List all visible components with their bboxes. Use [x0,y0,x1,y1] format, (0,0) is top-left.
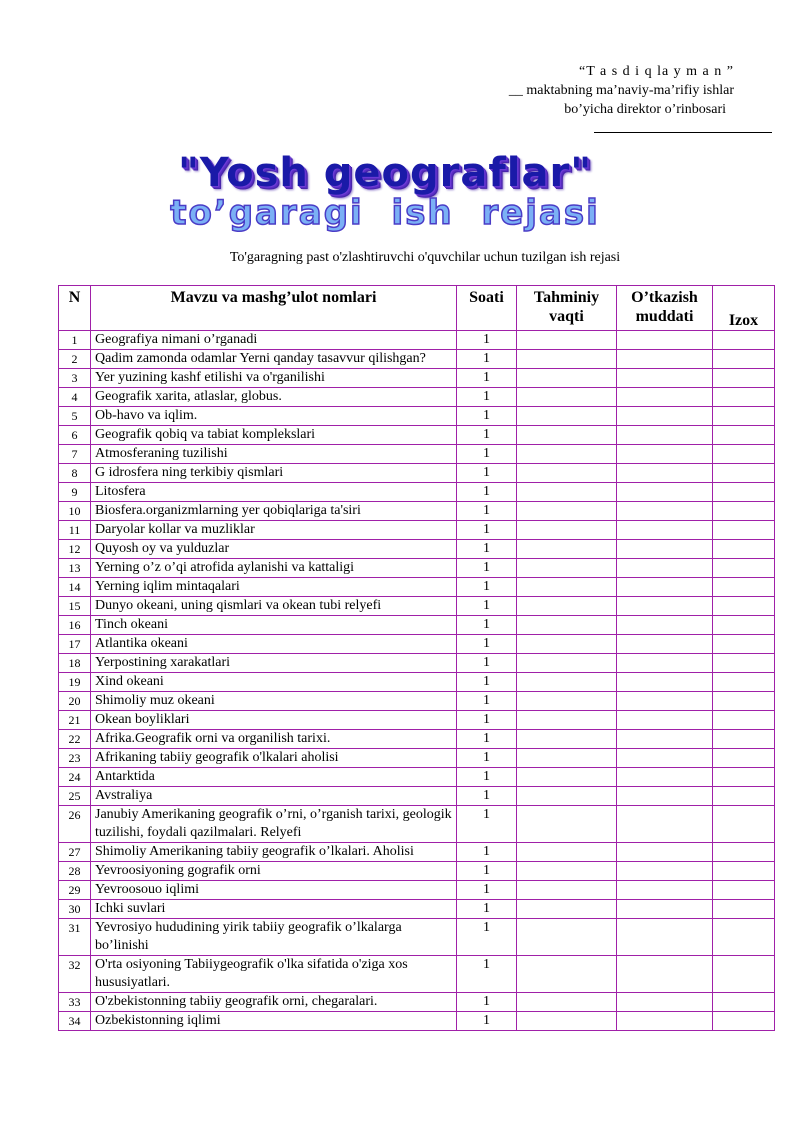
row-topic: Shimoliy Amerikaning tabiiy geografik o’lkalari. Aholisi [91,843,457,862]
row-number: 4 [59,388,91,407]
table-row [59,993,775,1012]
row-planned-time [517,862,617,881]
row-note [713,540,775,559]
row-hours: 1 [457,1012,517,1031]
row-hours: 1 [457,900,517,919]
row-note [713,768,775,787]
row-planned-time [517,388,617,407]
row-hours: 1 [457,521,517,540]
row-hours: 1 [457,919,517,956]
row-hours: 1 [457,806,517,843]
row-number: 10 [59,502,91,521]
row-number: 32 [59,956,91,993]
title-block [0,150,770,232]
table-row [59,1012,775,1031]
row-note [713,559,775,578]
row-planned-time [517,369,617,388]
table-header-row [59,286,775,331]
row-number: 1 [59,331,91,350]
row-duration [617,711,713,730]
row-number: 5 [59,407,91,426]
row-number: 15 [59,597,91,616]
approval-block [400,62,740,119]
row-topic: Janubiy Amerikaning geografik o’rni, o’rganish tarixi, geologik tuzilishi, foydali qazilmalari. Relyefi [91,806,457,843]
row-duration [617,464,713,483]
row-duration [617,730,713,749]
row-duration [617,540,713,559]
row-topic: Atlantika okeani [91,635,457,654]
row-planned-time [517,597,617,616]
table-row [59,635,775,654]
row-duration [617,768,713,787]
row-topic: Yevroosiyoning gografik orni [91,862,457,881]
table-row [59,956,775,993]
row-duration [617,806,713,843]
row-note [713,369,775,388]
row-note [713,445,775,464]
row-topic: Yer yuzining kashf etilishi va o'rganilishi [91,369,457,388]
table-row [59,502,775,521]
row-note [713,749,775,768]
row-hours: 1 [457,787,517,806]
row-note [713,881,775,900]
row-number: 2 [59,350,91,369]
row-number: 30 [59,900,91,919]
approval-role-line: __ maktabning ma’naviy-ma’rifiy ishlar [508,83,734,98]
row-topic: Tinch okeani [91,616,457,635]
table-row [59,350,775,369]
row-planned-time [517,521,617,540]
row-planned-time [517,711,617,730]
row-number: 24 [59,768,91,787]
row-note [713,502,775,521]
row-note [713,843,775,862]
row-planned-time [517,407,617,426]
row-number: 34 [59,1012,91,1031]
row-topic: Dunyo okeani, uning qismlari va okean tubi relyefi [91,597,457,616]
row-number: 28 [59,862,91,881]
row-hours: 1 [457,692,517,711]
table-row [59,369,775,388]
table-row [59,616,775,635]
row-duration [617,635,713,654]
approval-title: “T a s d i q la y m a n ” [579,64,734,79]
row-duration [617,673,713,692]
row-number: 14 [59,578,91,597]
row-topic: Biosfera.organizmlarning yer qobiqlariga ta'siri [91,502,457,521]
row-duration [617,749,713,768]
row-topic: O'zbekistonning tabiiy geografik orni, chegaralari. [91,993,457,1012]
row-number: 19 [59,673,91,692]
row-note [713,331,775,350]
row-planned-time [517,578,617,597]
row-note [713,426,775,445]
row-duration [617,616,713,635]
row-number: 22 [59,730,91,749]
row-topic: Avstraliya [91,787,457,806]
row-number: 6 [59,426,91,445]
row-planned-time [517,956,617,993]
table-row [59,464,775,483]
approval-role-line-2: bo’yicha direktor o’rinbosari [564,102,726,117]
row-planned-time [517,426,617,445]
row-note [713,787,775,806]
table-row [59,578,775,597]
row-hours: 1 [457,881,517,900]
row-hours: 1 [457,993,517,1012]
table-row [59,331,775,350]
table-row [59,843,775,862]
table-row [59,445,775,464]
col-header-hours: Soati [457,286,517,331]
row-topic: Ichki suvlari [91,900,457,919]
row-planned-time [517,350,617,369]
row-note [713,730,775,749]
row-hours: 1 [457,597,517,616]
row-topic: Geografiya nimani o’rganadi [91,331,457,350]
row-number: 17 [59,635,91,654]
table-row [59,521,775,540]
row-planned-time [517,540,617,559]
row-topic: Antarktida [91,768,457,787]
table-row [59,711,775,730]
row-duration [617,502,713,521]
table-row [59,597,775,616]
row-hours: 1 [457,616,517,635]
row-note [713,900,775,919]
row-number: 11 [59,521,91,540]
row-topic: Okean boyliklari [91,711,457,730]
row-topic: Litosfera [91,483,457,502]
row-number: 7 [59,445,91,464]
row-note [713,483,775,502]
row-planned-time [517,464,617,483]
row-number: 23 [59,749,91,768]
row-note [713,407,775,426]
row-note [713,388,775,407]
row-planned-time [517,635,617,654]
row-duration [617,521,713,540]
row-hours: 1 [457,730,517,749]
row-topic: Daryolar kollar va muzliklar [91,521,457,540]
row-note [713,993,775,1012]
table-row [59,673,775,692]
row-planned-time [517,843,617,862]
table-row [59,559,775,578]
row-topic: Qadim zamonda odamlar Yerni qanday tasavvur qilishgan? [91,350,457,369]
row-topic: Yerning o’z o’qi atrofida aylanishi va kattaligi [91,559,457,578]
row-duration [617,578,713,597]
table-row [59,730,775,749]
row-planned-time [517,445,617,464]
row-hours: 1 [457,843,517,862]
row-duration [617,445,713,464]
table-row [59,540,775,559]
row-duration [617,369,713,388]
row-hours: 1 [457,483,517,502]
row-duration [617,692,713,711]
row-hours: 1 [457,502,517,521]
row-hours: 1 [457,956,517,993]
row-hours: 1 [457,388,517,407]
row-topic: Yerning iqlim mintaqalari [91,578,457,597]
row-number: 13 [59,559,91,578]
row-planned-time [517,331,617,350]
row-number: 12 [59,540,91,559]
row-hours: 1 [457,445,517,464]
row-duration [617,787,713,806]
plan-description: To'garagning past o'zlashtiruvchi o'quvchilar uchun tuzilgan ish rejasi [229,250,621,265]
row-topic: Shimoliy muz okeani [91,692,457,711]
row-duration [617,1012,713,1031]
row-planned-time [517,673,617,692]
row-hours: 1 [457,369,517,388]
row-duration [617,843,713,862]
row-note [713,597,775,616]
row-number: 26 [59,806,91,843]
table-row [59,749,775,768]
table-row [59,787,775,806]
row-note [713,711,775,730]
row-topic: Geografik qobiq va tabiat komplekslari [91,426,457,445]
row-planned-time [517,806,617,843]
row-hours: 1 [457,464,517,483]
row-duration [617,407,713,426]
row-duration [617,559,713,578]
row-note [713,578,775,597]
row-duration [617,350,713,369]
row-planned-time [517,768,617,787]
row-planned-time [517,502,617,521]
row-duration [617,956,713,993]
row-hours: 1 [457,331,517,350]
col-header-planned-time: Tahminiy vaqti [517,286,617,331]
row-topic: Quyosh oy va yulduzlar [91,540,457,559]
row-topic: G idrosfera ning terkibiy qismlari [91,464,457,483]
row-planned-time [517,559,617,578]
row-duration [617,388,713,407]
table-row [59,862,775,881]
table-row [59,407,775,426]
row-duration [617,426,713,445]
table-row [59,806,775,843]
row-hours: 1 [457,673,517,692]
row-hours: 1 [457,711,517,730]
row-duration [617,993,713,1012]
table-row [59,654,775,673]
row-hours: 1 [457,768,517,787]
row-note [713,673,775,692]
row-topic: Afrikaning tabiiy geografik o'lkalari aholisi [91,749,457,768]
col-header-note: Izox [713,286,775,331]
row-note [713,806,775,843]
row-planned-time [517,881,617,900]
plan-table [58,285,775,1031]
row-number: 27 [59,843,91,862]
row-number: 8 [59,464,91,483]
row-number: 3 [59,369,91,388]
row-topic: Geografik xarita, atlaslar, globus. [91,388,457,407]
row-topic: Ozbekistonning iqlimi [91,1012,457,1031]
row-planned-time [517,692,617,711]
row-note [713,956,775,993]
row-number: 18 [59,654,91,673]
table-row [59,483,775,502]
row-duration [617,597,713,616]
row-note [713,635,775,654]
row-hours: 1 [457,426,517,445]
col-header-topic: Mavzu va mashg’ulot nomlari [91,286,457,331]
row-duration [617,483,713,502]
row-planned-time [517,749,617,768]
row-note [713,862,775,881]
row-topic: Yevroosouo iqlimi [91,881,457,900]
row-duration [617,331,713,350]
row-hours: 1 [457,559,517,578]
row-topic: Atmosferaning tuzilishi [91,445,457,464]
row-planned-time [517,616,617,635]
row-planned-time [517,1012,617,1031]
row-note [713,1012,775,1031]
page-subtitle-wordart: to’garagi ish rejasi [170,193,600,233]
row-planned-time [517,654,617,673]
row-planned-time [517,919,617,956]
page-title: "Yosh geograflar" [177,150,593,196]
row-note [713,521,775,540]
table-row [59,426,775,445]
row-number: 25 [59,787,91,806]
col-header-n: N [59,286,91,331]
col-header-duration: O’tkazish muddati [617,286,713,331]
row-duration [617,900,713,919]
row-duration [617,654,713,673]
row-number: 20 [59,692,91,711]
row-duration [617,881,713,900]
row-note [713,919,775,956]
table-row [59,768,775,787]
row-note [713,464,775,483]
table-row [59,919,775,956]
row-note [713,654,775,673]
row-note [713,616,775,635]
row-number: 9 [59,483,91,502]
row-number: 16 [59,616,91,635]
row-topic: Yerpostining xarakatlari [91,654,457,673]
row-topic: Afrika.Geografik orni va organilish tarixi. [91,730,457,749]
signature-line [594,132,772,133]
row-hours: 1 [457,350,517,369]
row-hours: 1 [457,749,517,768]
row-hours: 1 [457,407,517,426]
row-planned-time [517,730,617,749]
table-row [59,881,775,900]
row-topic: Yevrosiyo hududining yirik tabiiy geografik o’lkalarga bo’linishi [91,919,457,956]
row-note [713,692,775,711]
row-planned-time [517,787,617,806]
table-row [59,692,775,711]
row-hours: 1 [457,540,517,559]
row-planned-time [517,993,617,1012]
row-duration [617,919,713,956]
row-topic: Ob-havo va iqlim. [91,407,457,426]
table-row [59,388,775,407]
row-planned-time [517,483,617,502]
row-planned-time [517,900,617,919]
row-note [713,350,775,369]
table-row [59,900,775,919]
row-number: 33 [59,993,91,1012]
row-number: 29 [59,881,91,900]
row-topic: O'rta osiyoning Tabiiygeografik o'lka sifatida o'ziga xos hususiyatlari. [91,956,457,993]
row-topic: Xind okeani [91,673,457,692]
row-duration [617,862,713,881]
row-hours: 1 [457,578,517,597]
row-hours: 1 [457,635,517,654]
row-number: 31 [59,919,91,956]
row-number: 21 [59,711,91,730]
row-hours: 1 [457,862,517,881]
row-hours: 1 [457,654,517,673]
